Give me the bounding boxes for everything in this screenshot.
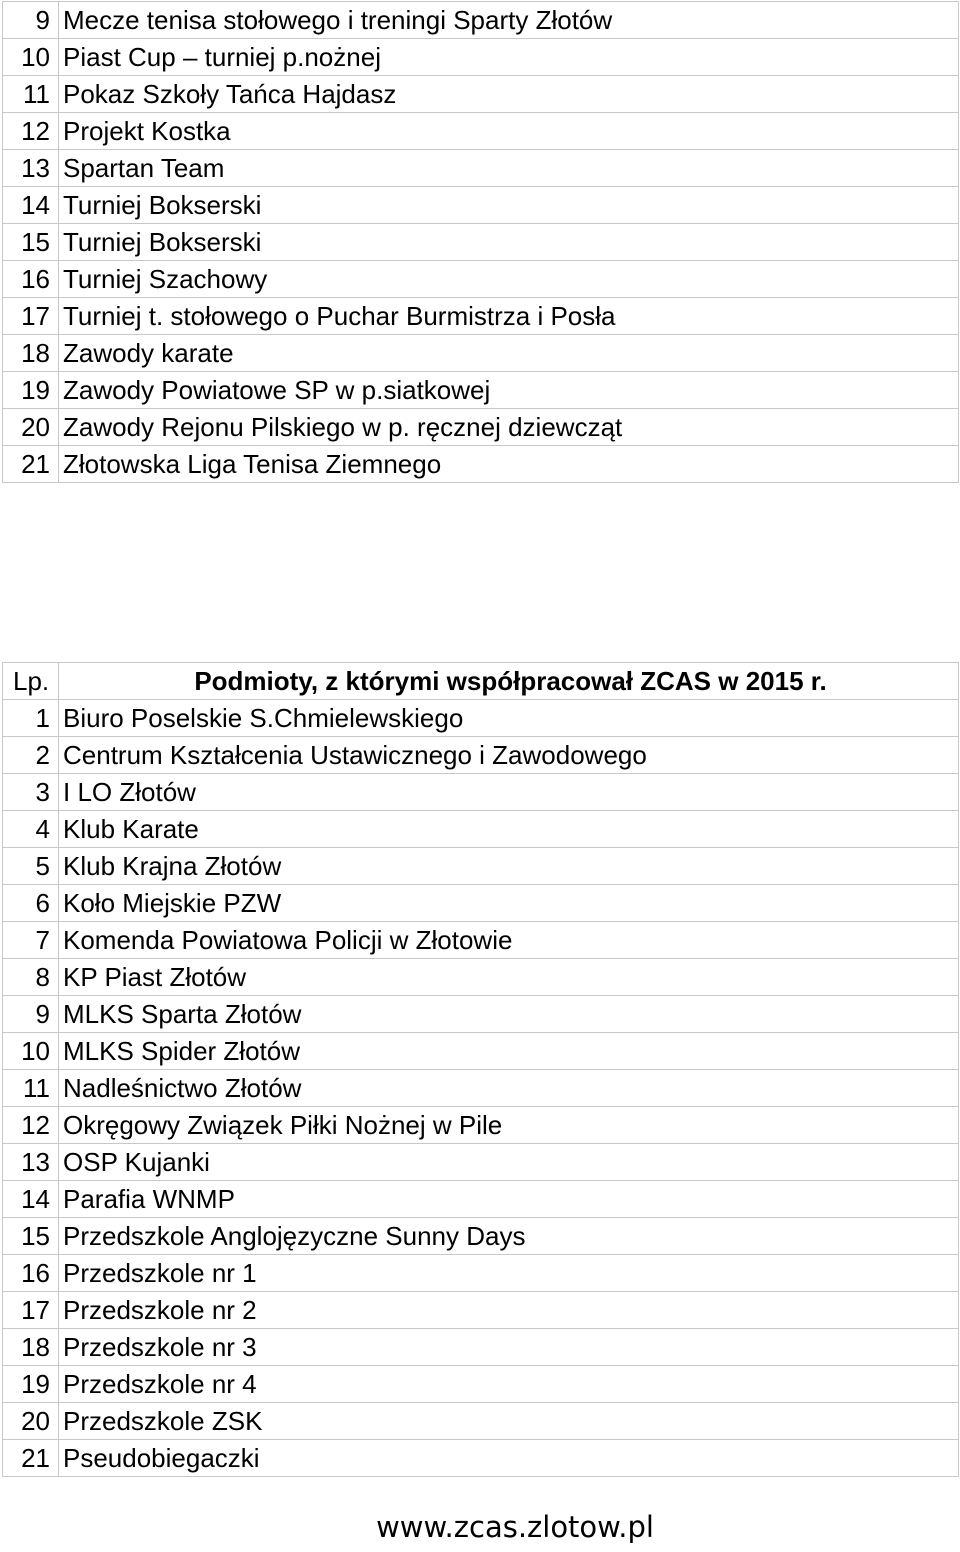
- table-row: [3, 1144, 959, 1181]
- event-name: Piast Cup – turniej p.nożnej: [59, 39, 959, 76]
- partner-name: Koło Miejskie PZW: [59, 885, 959, 922]
- event-name: Turniej Szachowy: [59, 261, 959, 298]
- event-name: Turniej Bokserski: [59, 187, 959, 224]
- partner-name: Przedszkole nr 1: [59, 1255, 959, 1292]
- event-name: Pokaz Szkoły Tańca Hajdasz: [59, 76, 959, 113]
- table-row: [3, 409, 959, 446]
- row-number: 14: [3, 187, 59, 224]
- row-number: 17: [3, 298, 59, 335]
- table-row: [3, 848, 959, 885]
- row-number: 21: [3, 446, 59, 483]
- event-name: Złotowska Liga Tenisa Ziemnego: [59, 446, 959, 483]
- row-number: 12: [3, 113, 59, 150]
- partner-name: Przedszkole Anglojęzyczne Sunny Days: [59, 1218, 959, 1255]
- table-row: [3, 1440, 959, 1477]
- row-number: 4: [3, 811, 59, 848]
- partner-name: Centrum Kształcenia Ustawicznego i Zawodowego: [59, 737, 959, 774]
- partner-name: Przedszkole nr 4: [59, 1366, 959, 1403]
- row-number: 14: [3, 1181, 59, 1218]
- partner-name: Klub Krajna Złotów: [59, 848, 959, 885]
- table-row: [3, 700, 959, 737]
- event-name: Turniej Bokserski: [59, 224, 959, 261]
- header-lp: Lp.: [3, 663, 59, 700]
- row-number: 16: [3, 261, 59, 298]
- table-row: [3, 774, 959, 811]
- table-row: [3, 446, 959, 483]
- row-number: 20: [3, 1403, 59, 1440]
- row-number: 6: [3, 885, 59, 922]
- partner-name: Nadleśnictwo Złotów: [59, 1070, 959, 1107]
- partner-name: Pseudobiegaczki: [59, 1440, 959, 1477]
- partner-name: MLKS Sparta Złotów: [59, 996, 959, 1033]
- event-name: Projekt Kostka: [59, 113, 959, 150]
- table-header-row: [3, 663, 959, 700]
- row-number: 19: [3, 1366, 59, 1403]
- row-number: 10: [3, 39, 59, 76]
- row-number: 9: [3, 2, 59, 39]
- partner-name: Przedszkole nr 3: [59, 1329, 959, 1366]
- row-number: 1: [3, 700, 59, 737]
- row-number: 15: [3, 224, 59, 261]
- partner-name: I LO Złotów: [59, 774, 959, 811]
- row-number: 16: [3, 1255, 59, 1292]
- partner-name: OSP Kujanki: [59, 1144, 959, 1181]
- row-number: 12: [3, 1107, 59, 1144]
- row-number: 7: [3, 922, 59, 959]
- table-row: [3, 737, 959, 774]
- row-number: 13: [3, 1144, 59, 1181]
- row-number: 18: [3, 1329, 59, 1366]
- events-table: [2, 1, 959, 483]
- table-row: [3, 1181, 959, 1218]
- partner-name: Okręgowy Związek Piłki Nożnej w Pile: [59, 1107, 959, 1144]
- partner-name: Klub Karate: [59, 811, 959, 848]
- table-row: [3, 959, 959, 996]
- table-row: [3, 1403, 959, 1440]
- table-row: [3, 335, 959, 372]
- row-number: 15: [3, 1218, 59, 1255]
- table-row: [3, 1107, 959, 1144]
- row-number: 17: [3, 1292, 59, 1329]
- table-row: [3, 885, 959, 922]
- table-row: [3, 150, 959, 187]
- partners-table: [2, 662, 959, 1477]
- table-row: [3, 224, 959, 261]
- header-title: Podmioty, z którymi współpracował ZCAS w 2015 r.: [59, 663, 959, 700]
- partner-name: Przedszkole ZSK: [59, 1403, 959, 1440]
- table-row: [3, 1033, 959, 1070]
- partner-name: Parafia WNMP: [59, 1181, 959, 1218]
- table-row: [3, 1292, 959, 1329]
- row-number: 18: [3, 335, 59, 372]
- row-number: 20: [3, 409, 59, 446]
- partner-name: MLKS Spider Złotów: [59, 1033, 959, 1070]
- row-number: 19: [3, 372, 59, 409]
- row-number: 11: [3, 76, 59, 113]
- table-row: [3, 76, 959, 113]
- row-number: 11: [3, 1070, 59, 1107]
- table-row: [3, 1255, 959, 1292]
- partner-name: Przedszkole nr 2: [59, 1292, 959, 1329]
- table-row: [3, 113, 959, 150]
- row-number: 13: [3, 150, 59, 187]
- row-number: 10: [3, 1033, 59, 1070]
- footer-url: www.zcas.zlotow.pl: [376, 1510, 654, 1544]
- table-row: [3, 1329, 959, 1366]
- table-row: [3, 996, 959, 1033]
- table-row: [3, 1366, 959, 1403]
- table-row: [3, 922, 959, 959]
- event-name: Zawody Rejonu Pilskiego w p. ręcznej dziewcząt: [59, 409, 959, 446]
- row-number: 3: [3, 774, 59, 811]
- row-number: 8: [3, 959, 59, 996]
- table-row: [3, 39, 959, 76]
- partner-name: Biuro Poselskie S.Chmielewskiego: [59, 700, 959, 737]
- event-name: Mecze tenisa stołowego i treningi Sparty Złotów: [59, 2, 959, 39]
- table-row: [3, 1218, 959, 1255]
- event-name: Zawody Powiatowe SP w p.siatkowej: [59, 372, 959, 409]
- row-number: 5: [3, 848, 59, 885]
- partner-name: KP Piast Złotów: [59, 959, 959, 996]
- table-row: [3, 811, 959, 848]
- partner-name: Komenda Powiatowa Policji w Złotowie: [59, 922, 959, 959]
- event-name: Turniej t. stołowego o Puchar Burmistrza i Posła: [59, 298, 959, 335]
- event-name: Zawody karate: [59, 335, 959, 372]
- table-row: [3, 261, 959, 298]
- row-number: 2: [3, 737, 59, 774]
- table-row: [3, 298, 959, 335]
- table-row: [3, 1070, 959, 1107]
- table-row: [3, 372, 959, 409]
- row-number: 21: [3, 1440, 59, 1477]
- table-row: [3, 187, 959, 224]
- row-number: 9: [3, 996, 59, 1033]
- table-row: [3, 2, 959, 39]
- event-name: Spartan Team: [59, 150, 959, 187]
